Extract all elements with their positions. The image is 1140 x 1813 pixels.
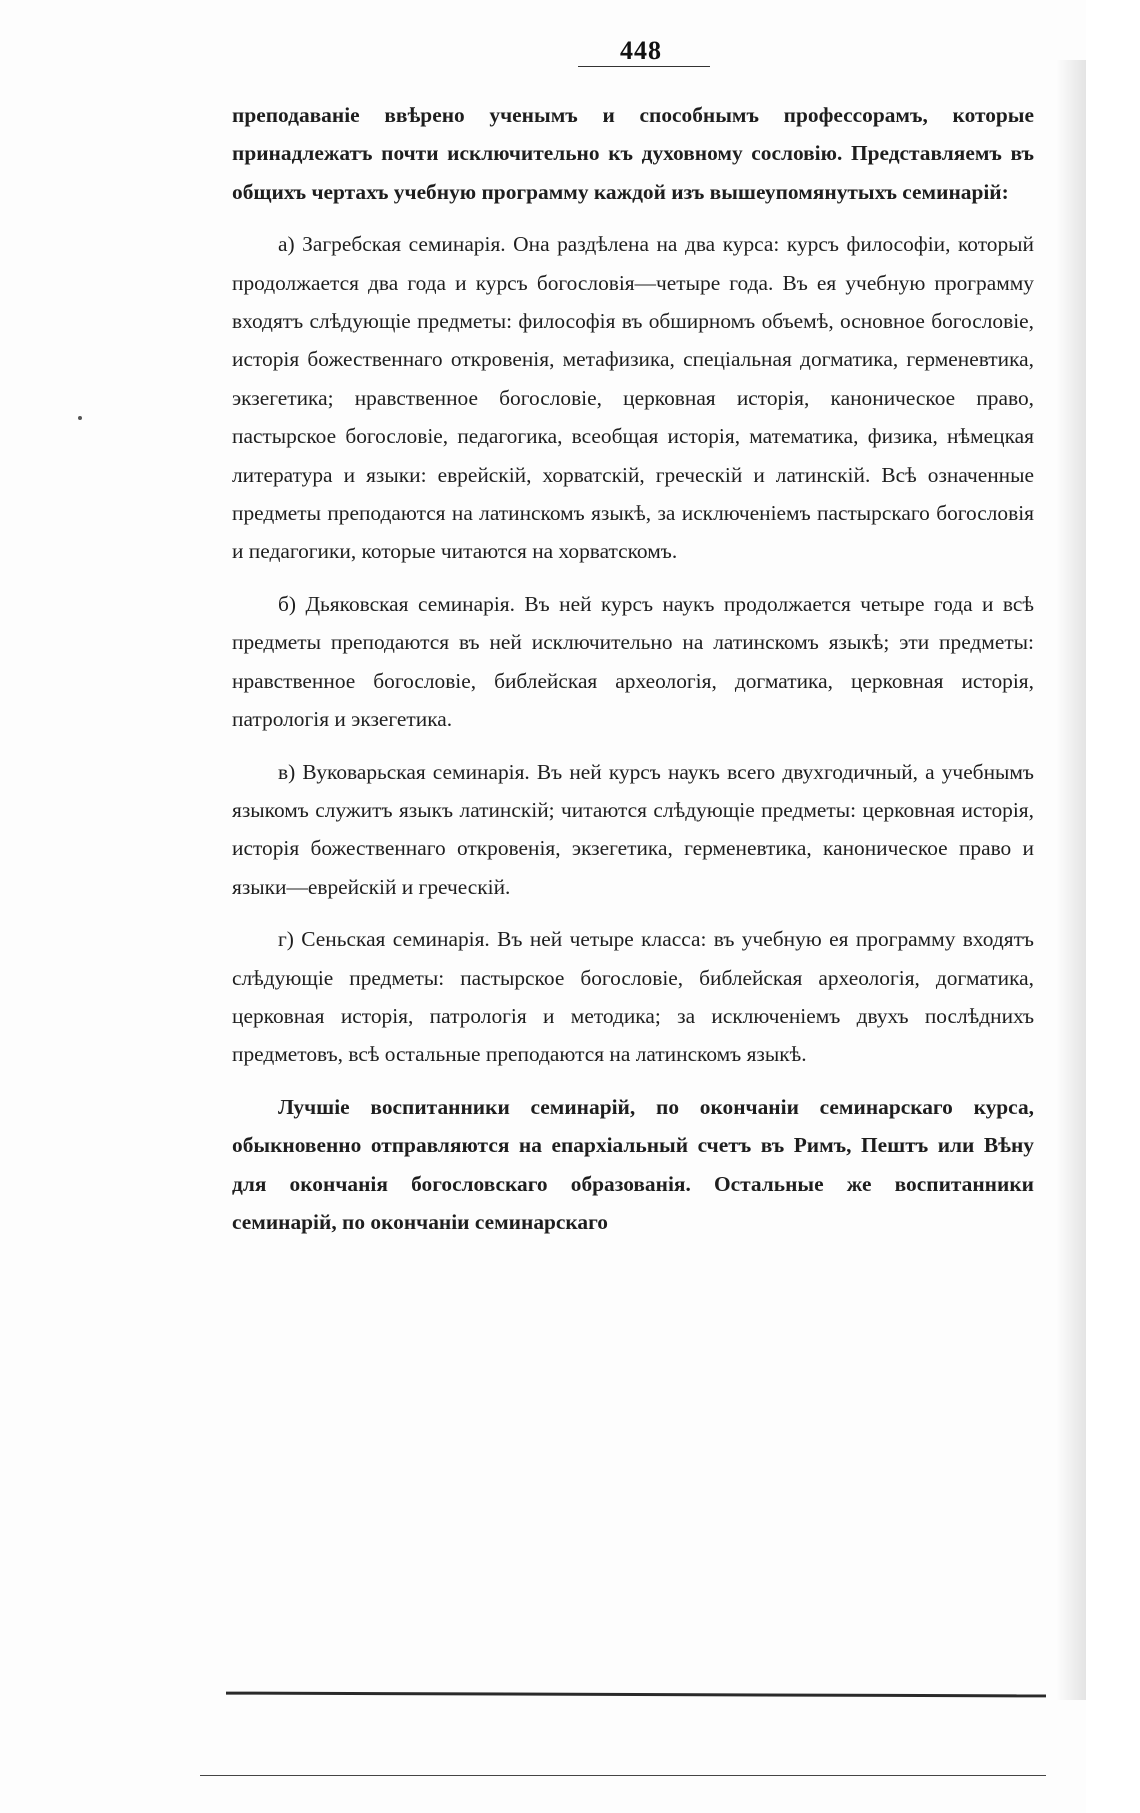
bottom-rule-thin: [200, 1775, 1046, 1776]
paragraph-intro: преподаваніе ввѣрено ученымъ и способнымъ профессорамъ, которые принадлежатъ почти исключительно къ духовному сословію. Представляемъ въ общихъ чертахъ учебную программу каждой изъ вышеупомянутыхъ семинарій:: [232, 103, 1034, 204]
paragraph-best-students: Лучшіе воспитанники семинарій, по окончаніи семинарскаго курса, обыкновенно отправляются на епархіальный счетъ въ Римъ, Пештъ или Вѣну для окончанія богословскаго образованія. Остальные же воспитанники семинарій, по окончаніи семинарскаго: [232, 1094, 1034, 1234]
scan-speck: [78, 416, 82, 420]
paragraph-zagreb-seminary: а) Загребская семинарія. Она раздѣлена на два курса: курсъ философіи, который продолжается два года и курсъ богословія—четыре года. Въ ея учебную программу входятъ слѣдующіе предметы: философія въ обширномъ объемѣ, основное богословіе, исторія божественнаго откровенія, метафизика, спеціальная догматика, герменевтика, экзегетика; нравственное богословіе, церковная исторія, каноническое право, пастырское богословіе, педагогика, всеобщая исторія, математика, физика, нѣмецкая литература и языки: еврейскій, хорватскій, греческій и латинскій. Всѣ означенные предметы преподаются на латинскомъ языкѣ, за исключеніемъ пастырскаго богословія и педагогики, которые читаются на хорватскомъ.: [232, 232, 1034, 564]
scan-margin: [1086, 0, 1140, 1813]
page-number: 448: [620, 36, 662, 65]
paragraph-senj-seminary: г) Сеньская семинарія. Въ ней четыре класса: въ учебную ея программу входятъ слѣдующіе предметы: пастырское богословіе, библейская археологія, догматика, церковная исторія, патрологія и методика; за исключеніемъ двухъ послѣднихъ предметовъ, всѣ остальные преподаются на латинскомъ языкѣ.: [232, 927, 1034, 1067]
body-text: [232, 96, 1034, 1255]
bottom-rule: [226, 1692, 1046, 1698]
scan-edge-shadow: [1056, 60, 1086, 1700]
paragraph-dyakovo-seminary: б) Дьяковская семинарія. Въ ней курсъ наукъ продолжается четыре года и всѣ предметы преподаются въ ней исключительно на латинскомъ языкѣ; эти предметы: нравственное богословіе, библейская археологія, догматика, церковная исторія, патрологія и экзегетика.: [232, 591, 1034, 732]
paragraph-vukovar-seminary: в) Вуковарьская семинарія. Въ ней курсъ наукъ всего двухгодичный, а учебнымъ языкомъ служитъ языкъ латинскій; читаются слѣдующіе предметы: церковная исторія, исторія божественнаго откровенія, экзегетика, герменевтика, каноническое право и языки—еврейскій и греческій.: [232, 759, 1034, 899]
page-number-underline: [578, 66, 710, 67]
